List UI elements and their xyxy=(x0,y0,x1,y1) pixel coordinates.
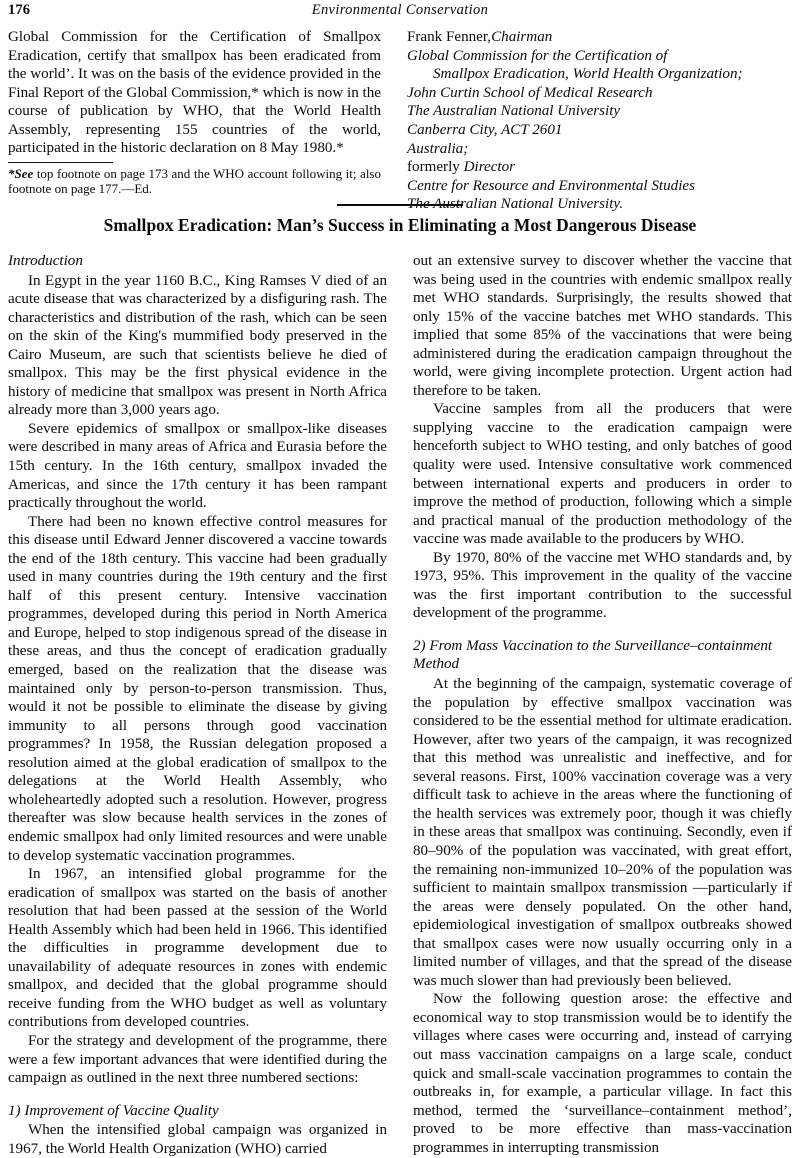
formerly-label: formerly xyxy=(407,159,464,176)
signature-block xyxy=(407,28,792,214)
affiliation-line-9: The Australian National University. xyxy=(407,196,624,213)
affiliation-line-5: Canberra City, ACT 2601 xyxy=(407,121,563,138)
top-right-column xyxy=(407,28,792,214)
continuation-paragraph: Global Commission for the Certification of Smallpox Eradication, certify that smallpox has been eradicated from the world’. It was on the basis of the evidence provided in the Final Report of the Global Commission,* which is now in the course of publication by WHO, that the World Health Assembly, representing 155 countries of the world, participated in the historic declaration on 8 May 1980.* xyxy=(8,29,381,157)
body-right-column xyxy=(413,252,792,1158)
heading-section-1: 1) Improvement of Vaccine Quality xyxy=(8,1102,219,1119)
left-paragraph-1: In Egypt in the year 1160 B.C., King Ramses V died of an acute disease that was characterized by a disfiguring rash. The characteristics and distribution of the rash, which can be seen on the skin of the King's mummified body preserved in the Cairo Museum, are such that scientists believe he died of smallpox. This may be the first physical evidence in the history of medicine that smallpox was present in North Africa already more than 3,000 years ago. xyxy=(8,272,387,419)
section-separator-rule xyxy=(337,204,463,206)
affiliation-line-1: Global Commission for the Certification of xyxy=(407,47,668,64)
author-role: Chairman xyxy=(491,29,553,45)
affiliation-line-2: Smallpox Eradication, World Health Organization; xyxy=(433,66,743,83)
footnote xyxy=(8,166,381,197)
signature-name-line xyxy=(407,28,792,47)
top-continuation-block xyxy=(8,28,792,214)
left-paragraph-4: In 1967, an intensified global programme for the eradication of smallpox was started on the basis of another resolution that had been passed at the session of the World Health Assembly which had been held in 1966. This identified the difficulties in programme development due to unavailability of adequate resources in zones with endemic smallpox, and decided that the global programme should receive funding from the WHO budget as well as voluntary contributions from developed countries. xyxy=(8,866,387,1031)
right-paragraph-3: By 1970, 80% of the vaccine met WHO standards and, by 1973, 95%. This improvement in the quality of the vaccine was the first important contribution to the successful development of the programme. xyxy=(413,549,792,622)
left-paragraph-2: Severe epidemics of smallpox or smallpox-like diseases were described in many areas of Africa and Eurasia before the 15th century. In the 16th century, smallpox invaded the Americas, and since the 17th century it has been rampant practically throughout the world. xyxy=(8,420,387,512)
footnote-body: top footnote on page 173 and the WHO account following it; also footnote on page 177.—Ed. xyxy=(8,165,381,197)
right-paragraph-1-continued: out an extensive survey to discover whether the vaccine that was being used in the countries with endemic smallpox really met WHO standards. Surprisingly, the results showed that only 15% of the vaccine batches met WHO standards. This implied that some 85% of the vaccinations that were being administered during the eradication campaign throughout the world, were giving incomplete protection. Urgent action had therefore to be taken. xyxy=(413,253,792,399)
affiliation-line-3: John Curtin School of Medical Research xyxy=(407,84,653,101)
article-title: Smallpox Eradication: Man’s Success in Eliminating a Most Dangerous Disease xyxy=(103,215,697,235)
left-paragraph-6: When the intensified global campaign was organized in 1967, the World Health Organization (WHO) carried xyxy=(8,1122,387,1157)
footnote-marker: *See xyxy=(8,165,34,181)
formerly-role: Director xyxy=(463,159,516,176)
right-paragraph-2: Vaccine samples from all the producers that were supplying vaccine to the eradication campaign were henceforth subject to WHO testing, and only batches of good quality were used. Intensive consultative work commenced between international experts and producers in order to improve the method of production, following which a simple and practical manual of the production methodology of the vaccine was made available to the producers by WHO. xyxy=(413,401,792,548)
heading-introduction: Introduction xyxy=(8,253,83,269)
page-number: 176 xyxy=(8,2,31,18)
heading-section-2: 2) From Mass Vaccination to the Surveillance–containment Method xyxy=(413,637,773,673)
affiliation-line-7 xyxy=(407,158,792,177)
affiliation-line-4: The Australian National University xyxy=(407,103,621,120)
footnote-rule xyxy=(8,162,113,163)
body-left-column xyxy=(8,252,387,1158)
author-name: Frank Fenner, xyxy=(407,29,492,45)
article-body xyxy=(8,252,792,1158)
top-left-column xyxy=(8,28,381,214)
right-paragraph-4: At the beginning of the campaign, systematic coverage of the population by effective smallpox vaccination was considered to be the essential method for ultimate eradication. However, after two years of the campaign, it was recognized that this method was unrealistic and ineffective, and for several reasons. First, 100% vaccination coverage was a very difficult task to achieve in the areas where the functioning of the health services was extremely poor, though it was chiefly in these areas that smallpox was continuing. Secondly, even if 80–90% of the population was vaccinated, with great effort, the remaining non-immunized 10–20% of the population was sufficient to maintain smallpox transmission —particularly if the areas were densely populated. On the other hand, epidemiological investigation of smallpox outbreaks showed that smallpox cases were now usually occurring only in a limited number of villages, and that the spread of the disease was much slower than had previously been believed. xyxy=(413,676,792,989)
right-paragraph-5: Now the following question arose: the effective and economical way to stop transmission would be to identify the villages where cases were occurring and, instead of carrying out mass vaccination campaigns on a large scale, conduct quick and small-scale vaccination programmes to contain the outbreaks in, for example, a particular village. In fact this method, termed the ‘surveillance–containment method’, proved to be more effective than mass-vaccination programmes in interrupting transmission xyxy=(413,991,792,1156)
journal-title: Environmental Conservation xyxy=(311,2,489,18)
affiliation-line-6: Australia; xyxy=(407,140,469,157)
left-paragraph-3: There had been no known effective control measures for this disease until Edward Jenner discovered a vaccine towards the end of the 18th century. This vaccine had been gradually used in many countries during the 19th century and the first half of this present century. Intensive vaccination programmes, developed during this period in North America and Europe, helped to stop indigenous spread of the disease in these areas, and thus the concept of eradication gradually emerged, based on the realization that the disease was maintained only by person-to-person transmission. Thus, would it not be possible to eliminate the disease by giving immunity to all persons through good vaccination programmes? In 1958, the Russian delegation proposed a resolution aimed at the global eradication of smallpox to the delegations at the World Health Assembly, who wholeheartedly adopted such a resolution. However, progress thereafter was slow because health services in the zones of endemic smallpox had only limited resources and were unable to develop systematic vaccination programmes. xyxy=(8,513,387,864)
left-paragraph-5: For the strategy and development of the programme, there were a few important advances that were identified during the campaign as outlined in the next three numbered sections: xyxy=(8,1032,387,1087)
running-head xyxy=(8,2,792,20)
affiliation-line-8: Centre for Resource and Environmental Studies xyxy=(407,177,695,194)
